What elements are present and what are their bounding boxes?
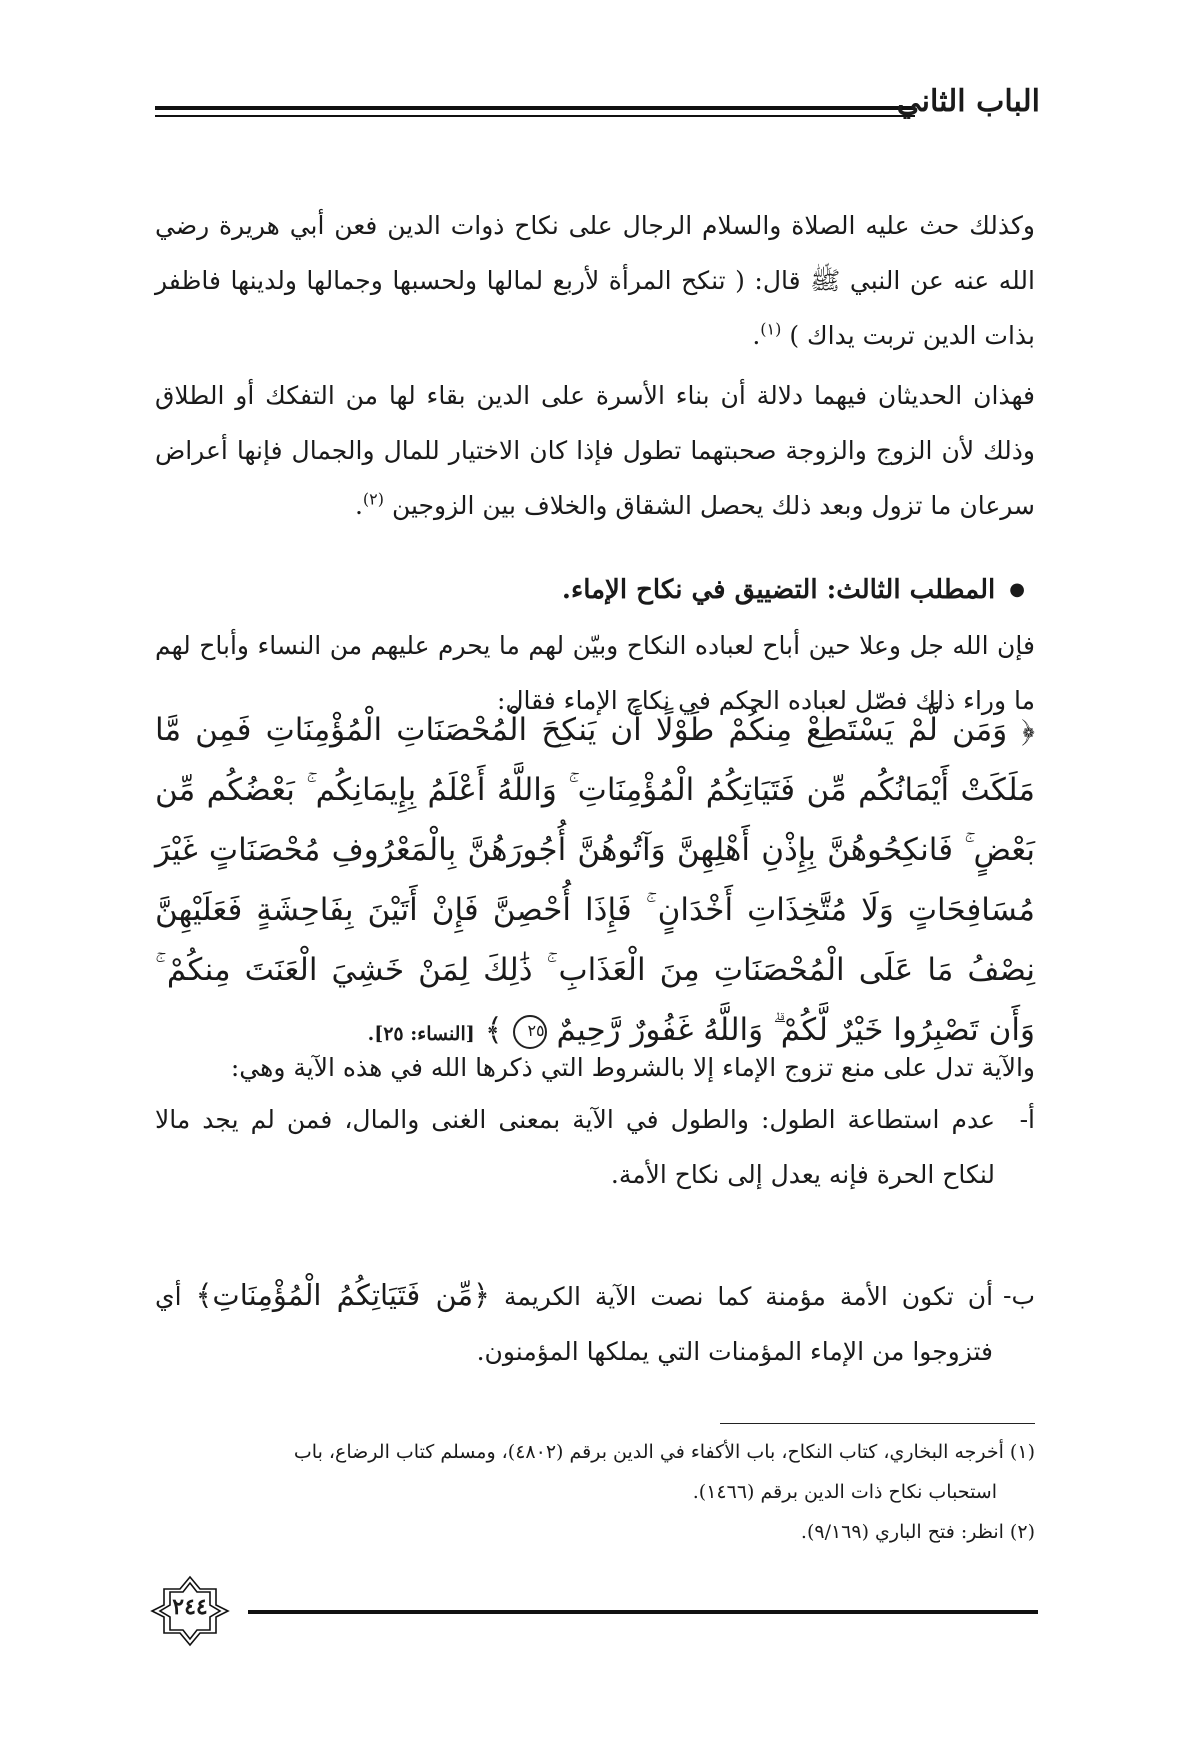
quran-reference: [النساء: ٢٥]. [367,1023,475,1045]
footnote-ref-1[interactable]: (١) [760,319,782,339]
list-item-a [155,1092,1035,1202]
page-number: ٢٤٤ [172,1594,208,1620]
list-item-a-text: عدم استطاعة الطول: والطول في الآية بمعنى الغنى والمال، فمن لم يجد مالا لنكاح الحرة فإنه يعدل إلى نكاح الأمة. [155,1105,995,1189]
list-marker-a: أ- [1019,1105,1035,1134]
bullet-icon: ● [1009,579,1025,600]
footnote-1: (١) أخرجه البخاري، كتاب النكاح، باب الأكفاء في الدين برقم (٤٨٠٢)، ومسلم كتاب الرضاع، باب [293,1441,1035,1463]
verse-number-badge: ٢٥ [513,1015,547,1049]
list-item-b-quran: ﴿مِّن فَتَيَاتِكُمُ الْمُؤْمِنَاتِ﴾ [195,1278,491,1312]
paragraph-2: فهذان الحديثان فيهما دلالة أن بناء الأسرة على الدين بقاء لها من التفكك أو الطلاق وذلك لأن الزوج والزوجة صحبتهما تطول فإذا كان الاختيار للمال والجمال فإنها أعراض سرعان ما تزول وبعد ذلك يحصل الشقاق والخلاف بين الزوجين $^{(٢)}$. [155,381,1035,520]
header-rule [155,106,915,117]
quran-verse-text: ﴿ وَمَن لَّمْ يَسْتَطِعْ مِنكُمْ طَوْلًا أَن يَنكِحَ الْمُحْصَنَاتِ الْمُؤْمِنَاتِ فَمِن مَّا مَلَكَتْ أَيْمَانُكُم مِّن فَتَيَاتِكُمُ الْمُؤْمِنَاتِ ۚ وَاللَّهُ أَعْلَمُ بِإِيمَانِكُم ۚ بَعْضُكُم مِّن بَعْضٍ ۚ فَانكِحُوهُنَّ بِإِذْنِ أَهْلِهِنَّ وَآتُوهُنَّ أُجُورَهُنَّ بِالْمَعْرُوفِ مُحْصَنَاتٍ غَيْرَ مُسَافِحَاتٍ وَلَا مُتَّخِذَاتِ أَخْدَانٍ ۚ فَإِذَا أُحْصِنَّ فَإِنْ أَتَيْنَ بِفَاحِشَةٍ فَعَلَيْهِنَّ نِصْفُ مَا عَلَى الْمُحْصَنَاتِ مِنَ الْعَذَابِ ۚ ذَٰلِكَ لِمَنْ خَشِيَ الْعَنَتَ مِنكُمْ ۚ وَأَن تَصْبِرُوا خَيْرٌ لَّكُمْ ۗ وَاللَّهُ غَفُورٌ رَّحِيمٌ [155,712,1035,1048]
paragraph-1: وكذلك حث عليه الصلاة والسلام الرجال على نكاح ذوات الدين فعن أبي هريرة رضي الله عنه عن النبي ﷺ قال: ( تنكح المرأة لأربع لمالها ولحسبها وجمالها ولدينها فاظفر بذات الدين تربت يداك ) $^{(١)}$. [155,211,1035,350]
paragraph-3-text: فإن الله جل وعلا حين أباح لعباده النكاح وبيّن لهم ما يحرم عليهم من النساء وأباح لهم ما وراء ذلك فصّل لعباده الحكم في نكاح الإماء فقال: [155,631,1035,715]
footnote-ref-2[interactable]: (٢) [362,489,385,509]
section-heading: المطلب الثالث: التضييق في نكاح الإماء. [561,575,996,605]
paragraph-2-text: فهذان الحديثان فيهما دلالة أن بناء الأسرة على الدين بقاء لها من التفكك أو الطلاق وذلك لأن الزوج والزوجة صحبتهما تطول فإذا كان الاختيار للمال والجمال فإنها أعراض سرعان ما تزول وبعد ذلك يحصل الشقاق والخلاف بين الزوجين [155,381,1035,520]
paragraph-4 [155,1040,1035,1095]
list-marker-b: ب- [1003,1281,1035,1310]
footnote-2: (٢) انظر: فتح الباري (٩/١٦٩). [800,1521,1035,1543]
footnotes [155,1432,1035,1552]
quran-close-bracket: ﴾ [484,1012,503,1048]
list-item-b [155,1268,1035,1379]
quran-verse-block [155,700,1035,1064]
section-heading-block [155,565,1035,615]
paragraph-4-text: والآية تدل على منع تزوج الإماء إلا بالشروط التي ذكرها الله في هذه الآية وهي: [230,1053,1035,1082]
paragraph-1-text: وكذلك حث عليه الصلاة والسلام الرجال على نكاح ذوات الدين فعن أبي هريرة رضي الله عنه عن النبي ﷺ قال: ( تنكح المرأة لأربع لمالها ولحسبها وجمالها ولدينها فاظفر بذات الدين تربت يداك ) [155,211,1035,350]
footnote-separator [720,1423,1035,1424]
page-header [155,80,1040,140]
footer-rule [248,1610,1038,1614]
list-item-b-text-end: أي فتزوجوا من الإماء المؤمنات التي يملكها المؤمنون. [155,1282,994,1366]
footnote-1-continuation: استحباب نكاح ذات الدين برقم (١٤٦٦). [692,1481,997,1503]
list-item-b-text-start: أن تكون الأمة مؤمنة كما نصت الآية الكريمة [503,1282,994,1311]
chapter-title: الباب الثاني [896,84,1040,119]
